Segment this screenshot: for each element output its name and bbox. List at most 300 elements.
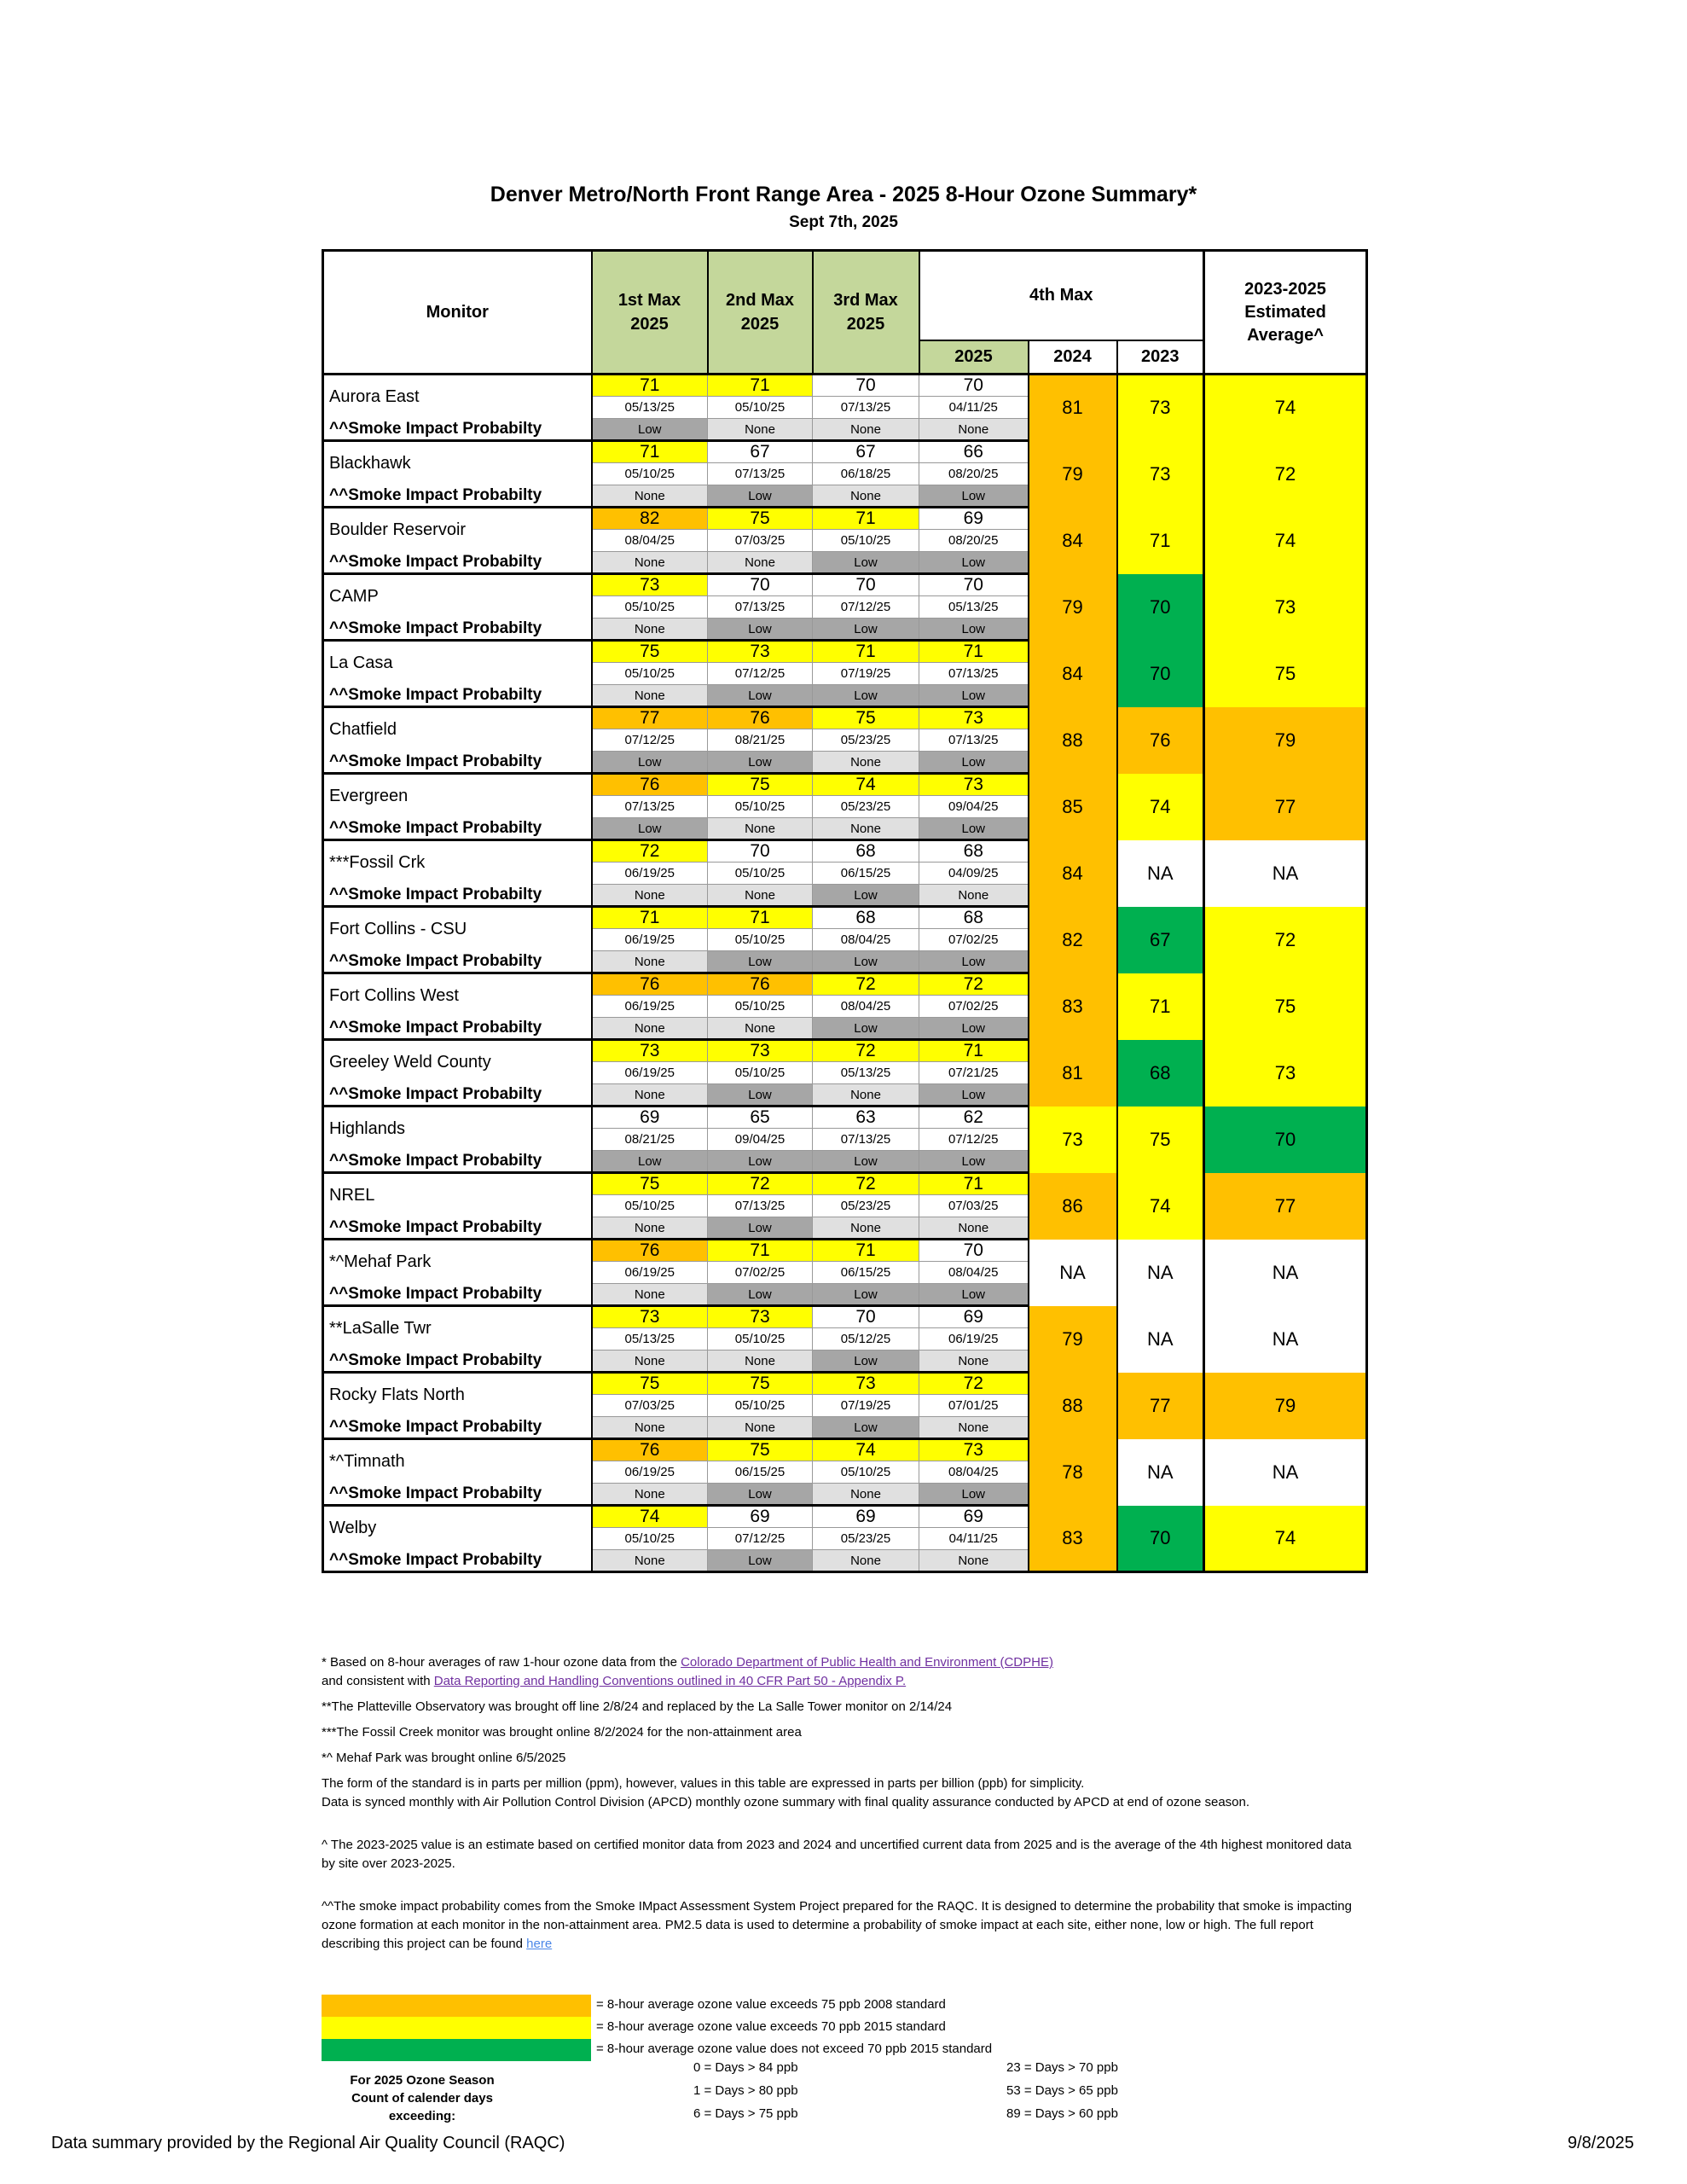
smoke-impact-3: None: [813, 818, 919, 840]
max-3-date: 05/10/25: [813, 530, 919, 552]
estimated-average: 74: [1204, 508, 1367, 574]
header-1st-max: 1st Max 2025: [592, 251, 708, 375]
max-3-date: 05/23/25: [813, 1528, 919, 1550]
max-1-date: 05/10/25: [592, 663, 708, 685]
smoke-impact-3: Low: [813, 619, 919, 641]
max-2-date: 05/10/25: [708, 397, 813, 419]
estimated-average: 74: [1204, 375, 1367, 441]
max-2-date: 05/10/25: [708, 929, 813, 951]
smoke-impact-2: Low: [708, 619, 813, 641]
monitor-value-row: [323, 1439, 1367, 1461]
max-1-value: 75: [592, 1173, 708, 1195]
monitor-value-row: [323, 774, 1367, 796]
max-4-date: 04/11/25: [919, 397, 1029, 419]
smoke-impact-4: None: [919, 1217, 1029, 1240]
max-1-date: 06/19/25: [592, 863, 708, 885]
smoke-impact-2: Low: [708, 1484, 813, 1506]
smoke-impact-2: Low: [708, 1217, 813, 1240]
value-2023: 75: [1117, 1107, 1204, 1173]
max-4-value: 68: [919, 840, 1029, 863]
monitor-name: ***Fossil Crk: [323, 840, 592, 885]
note-mehaf-park: *^ Mehaf Park was brought online 6/5/2025: [322, 1751, 566, 1765]
value-2024: 84: [1029, 840, 1117, 907]
monitor-value-row: [323, 1373, 1367, 1395]
smoke-impact-1: Low: [592, 419, 708, 441]
monitor-name: Greeley Weld County: [323, 1040, 592, 1084]
smoke-impact-1: None: [592, 485, 708, 508]
max-1-value: 71: [592, 907, 708, 929]
footer-date: 9/8/2025: [1568, 2134, 1634, 2152]
max-2-date: 06/15/25: [708, 1461, 813, 1484]
max-4-value: 72: [919, 1373, 1029, 1395]
value-2023: 70: [1117, 641, 1204, 707]
estimated-average: NA: [1204, 1240, 1367, 1306]
max-3-date: 05/23/25: [813, 796, 919, 818]
value-2023: NA: [1117, 1306, 1204, 1373]
monitor-name: Highlands: [323, 1107, 592, 1151]
value-2024: 79: [1029, 441, 1117, 508]
max-1-date: 06/19/25: [592, 1461, 708, 1484]
smoke-impact-label: ^^Smoke Impact Probabilty: [323, 1217, 592, 1240]
max-3-value: 67: [813, 441, 919, 463]
max-4-date: 04/09/25: [919, 863, 1029, 885]
value-2024: 84: [1029, 508, 1117, 574]
max-2-value: 76: [708, 707, 813, 729]
legend-swatch-yellow: [322, 2017, 591, 2039]
smoke-impact-2: Low: [708, 1284, 813, 1306]
smoke-impact-3: None: [813, 752, 919, 774]
max-3-date: 05/23/25: [813, 729, 919, 752]
max-1-value: 74: [592, 1506, 708, 1528]
max-2-date: 05/10/25: [708, 1395, 813, 1417]
smoke-impact-1: None: [592, 1484, 708, 1506]
smoke-impact-4: None: [919, 885, 1029, 907]
smoke-impact-label: ^^Smoke Impact Probabilty: [323, 1018, 592, 1040]
max-3-date: 07/13/25: [813, 1129, 919, 1151]
header-4th-2024: 2024: [1029, 340, 1117, 375]
smoke-impact-1: None: [592, 1417, 708, 1439]
smoke-impact-4: None: [919, 1550, 1029, 1572]
max-2-date: 05/10/25: [708, 863, 813, 885]
max-4-value: 70: [919, 1240, 1029, 1262]
smoke-impact-label: ^^Smoke Impact Probabilty: [323, 818, 592, 840]
max-3-value: 75: [813, 707, 919, 729]
value-2023: NA: [1117, 840, 1204, 907]
max-3-date: 08/04/25: [813, 996, 919, 1018]
smoke-impact-1: None: [592, 1350, 708, 1373]
monitor-value-row: [323, 441, 1367, 463]
smoke-impact-label: ^^Smoke Impact Probabilty: [323, 419, 592, 441]
max-4-value: 73: [919, 774, 1029, 796]
note-fossil-creek: ***The Fossil Creek monitor was brought online 8/2/2024 for the non-attainment area: [322, 1725, 802, 1740]
smoke-impact-4: Low: [919, 1284, 1029, 1306]
smoke-impact-4: Low: [919, 485, 1029, 508]
note-cdphe-text: * Based on 8-hour averages of raw 1-hour ozone data from the: [322, 1655, 681, 1670]
page-subtitle: Sept 7th, 2025: [789, 213, 898, 231]
max-3-value: 69: [813, 1506, 919, 1528]
monitor-name: Fort Collins - CSU: [323, 907, 592, 951]
max-2-date: 07/03/25: [708, 530, 813, 552]
smoke-impact-label: ^^Smoke Impact Probabilty: [323, 685, 592, 707]
smoke-impact-2: Low: [708, 485, 813, 508]
value-2024: 79: [1029, 574, 1117, 641]
count-80: 1 = Days > 80 ppb: [693, 2083, 798, 2098]
max-4-date: 07/02/25: [919, 996, 1029, 1018]
legend-text-orange: = 8-hour average ozone value exceeds 75 ppb 2008 standard: [596, 1997, 946, 2012]
smoke-impact-3: None: [813, 1550, 919, 1572]
smoke-impact-3: None: [813, 419, 919, 441]
max-3-value: 74: [813, 1439, 919, 1461]
value-2024: 79: [1029, 1306, 1117, 1373]
max-4-date: 07/21/25: [919, 1062, 1029, 1084]
legend-swatch-orange: [322, 1995, 591, 2017]
max-3-value: 72: [813, 973, 919, 996]
value-2023: 74: [1117, 774, 1204, 840]
footer-credit: Data summary provided by the Regional Air Quality Council (RAQC): [51, 2134, 565, 2152]
max-3-date: 08/04/25: [813, 929, 919, 951]
max-1-date: 05/13/25: [592, 1328, 708, 1350]
monitor-name: Chatfield: [323, 707, 592, 752]
smoke-impact-3: Low: [813, 1151, 919, 1173]
monitor-value-row: [323, 375, 1367, 397]
max-2-date: 07/12/25: [708, 1528, 813, 1550]
monitor-value-row: [323, 1506, 1367, 1528]
smoke-impact-2: Low: [708, 1151, 813, 1173]
color-legend: [322, 1995, 1174, 2061]
max-3-value: 70: [813, 1306, 919, 1328]
smoke-impact-1: None: [592, 1217, 708, 1240]
smoke-impact-1: None: [592, 685, 708, 707]
smoke-impact-2: None: [708, 552, 813, 574]
note-smoke-impact: [322, 1897, 1362, 1954]
max-1-value: 71: [592, 441, 708, 463]
max-4-date: 09/04/25: [919, 796, 1029, 818]
smoke-impact-3: Low: [813, 552, 919, 574]
max-4-date: 07/01/25: [919, 1395, 1029, 1417]
header-average: 2023-2025 Estimated Average^: [1204, 251, 1367, 375]
max-2-value: 72: [708, 1173, 813, 1195]
smoke-impact-1: Low: [592, 818, 708, 840]
monitor-name: NREL: [323, 1173, 592, 1217]
max-4-date: 05/13/25: [919, 596, 1029, 619]
max-2-date: 09/04/25: [708, 1129, 813, 1151]
cdphe-link[interactable]: Colorado Department of Public Health and Environment (CDPHE): [681, 1655, 1053, 1670]
max-3-date: 07/12/25: [813, 596, 919, 619]
max-4-value: 71: [919, 641, 1029, 663]
monitor-name: Fort Collins West: [323, 973, 592, 1018]
value-2023: 70: [1117, 1506, 1204, 1572]
smoke-impact-2: Low: [708, 951, 813, 973]
max-2-date: 07/13/25: [708, 463, 813, 485]
smoke-impact-label: ^^Smoke Impact Probabilty: [323, 885, 592, 907]
max-2-value: 75: [708, 1373, 813, 1395]
smoke-impact-2: Low: [708, 1084, 813, 1107]
max-3-date: 06/15/25: [813, 863, 919, 885]
estimated-average: 74: [1204, 1506, 1367, 1572]
max-3-date: 07/13/25: [813, 397, 919, 419]
smoke-impact-label: ^^Smoke Impact Probabilty: [323, 485, 592, 508]
max-1-date: 06/19/25: [592, 996, 708, 1018]
max-1-value: 72: [592, 840, 708, 863]
header-4th-2025: 2025: [919, 340, 1029, 375]
smoke-impact-1: None: [592, 552, 708, 574]
estimated-average: 79: [1204, 707, 1367, 774]
max-4-date: 07/13/25: [919, 663, 1029, 685]
estimated-average: 72: [1204, 907, 1367, 973]
smoke-impact-4: Low: [919, 1484, 1029, 1506]
smoke-impact-3: None: [813, 485, 919, 508]
max-1-value: 71: [592, 375, 708, 397]
max-2-value: 75: [708, 1439, 813, 1461]
monitor-value-row: [323, 1173, 1367, 1195]
max-3-value: 72: [813, 1173, 919, 1195]
monitor-value-row: [323, 641, 1367, 663]
ozone-summary-table-wrap: [322, 249, 1365, 1573]
value-2024: 84: [1029, 641, 1117, 707]
max-4-value: 66: [919, 441, 1029, 463]
max-2-value: 73: [708, 1040, 813, 1062]
value-2023: NA: [1117, 1439, 1204, 1506]
monitor-value-row: [323, 1306, 1367, 1328]
estimated-average: 70: [1204, 1107, 1367, 1173]
value-2024: 81: [1029, 375, 1117, 441]
max-3-date: 07/19/25: [813, 1395, 919, 1417]
monitor-name: *^Mehaf Park: [323, 1240, 592, 1284]
max-1-date: 08/21/25: [592, 1129, 708, 1151]
smoke-impact-2: None: [708, 885, 813, 907]
smoke-impact-label: ^^Smoke Impact Probabilty: [323, 1151, 592, 1173]
max-1-value: 82: [592, 508, 708, 530]
max-1-date: 07/13/25: [592, 796, 708, 818]
smoke-impact-1: None: [592, 619, 708, 641]
note-cdphe: [322, 1653, 1362, 1672]
value-2024: 83: [1029, 973, 1117, 1040]
value-2023: 68: [1117, 1040, 1204, 1107]
monitor-name: Blackhawk: [323, 441, 592, 485]
max-1-value: 76: [592, 973, 708, 996]
smoke-impact-4: Low: [919, 1084, 1029, 1107]
value-2024: 85: [1029, 774, 1117, 840]
smoke-impact-2: None: [708, 818, 813, 840]
max-2-date: 05/10/25: [708, 796, 813, 818]
max-4-date: 08/04/25: [919, 1461, 1029, 1484]
max-4-date: 08/20/25: [919, 463, 1029, 485]
smoke-impact-label: ^^Smoke Impact Probabilty: [323, 1084, 592, 1107]
max-4-value: 73: [919, 707, 1029, 729]
max-2-date: 07/12/25: [708, 663, 813, 685]
max-3-date: 05/10/25: [813, 1461, 919, 1484]
max-1-date: 05/10/25: [592, 596, 708, 619]
max-4-value: 73: [919, 1439, 1029, 1461]
max-1-value: 76: [592, 1439, 708, 1461]
value-2023: 76: [1117, 707, 1204, 774]
smoke-impact-3: None: [813, 1484, 919, 1506]
max-1-value: 73: [592, 1040, 708, 1062]
max-4-value: 62: [919, 1107, 1029, 1129]
value-2024: NA: [1029, 1240, 1117, 1306]
ozone-summary-body: [323, 375, 1367, 1572]
estimated-average: NA: [1204, 1306, 1367, 1373]
note-estimate: ^ The 2023-2025 value is an estimate based on certified monitor data from 2023 and 2024 and uncertified current data from 2025 and is the average of the 4th highest monitored data by site over 2023-2025.: [322, 1838, 1352, 1871]
header-4th-max: 4th Max: [919, 251, 1204, 340]
smoke-report-link[interactable]: here: [526, 1937, 553, 1951]
max-1-date: 07/12/25: [592, 729, 708, 752]
smoke-impact-2: Low: [708, 752, 813, 774]
smoke-impact-4: Low: [919, 951, 1029, 973]
max-4-value: 69: [919, 1506, 1029, 1528]
value-2024: 81: [1029, 1040, 1117, 1107]
smoke-impact-3: Low: [813, 1350, 919, 1373]
max-2-value: 76: [708, 973, 813, 996]
count-60: 89 = Days > 60 ppb: [1006, 2106, 1118, 2121]
monitor-value-row: [323, 1107, 1367, 1129]
max-4-value: 70: [919, 574, 1029, 596]
max-3-date: 07/19/25: [813, 663, 919, 685]
max-4-value: 70: [919, 375, 1029, 397]
legend-item-orange: [322, 1995, 1174, 2017]
max-4-date: 04/11/25: [919, 1528, 1029, 1550]
max-2-value: 71: [708, 1240, 813, 1262]
max-3-value: 70: [813, 375, 919, 397]
count-65: 53 = Days > 65 ppb: [1006, 2083, 1118, 2098]
max-2-date: 05/10/25: [708, 1062, 813, 1084]
value-2024: 88: [1029, 707, 1117, 774]
max-1-date: 07/03/25: [592, 1395, 708, 1417]
count-75: 6 = Days > 75 ppb: [693, 2106, 798, 2121]
note-platteville: **The Platteville Observatory was brought off line 2/8/24 and replaced by the La Salle Tower monitor on 2/14/24: [322, 1699, 953, 1714]
smoke-impact-1: None: [592, 951, 708, 973]
note-smoke-impact-text: ^^The smoke impact probability comes from the Smoke IMpact Assessment System Project prepared for the RAQC. It is designed to determine the probability that smoke is impacting ozone formation at each monitor in the non-attainment area. PM2.5 data is used to determine a probability of smoke impact at each site, either none, low or high. The full report describing this project can be found: [322, 1899, 1352, 1951]
smoke-impact-1: None: [592, 1084, 708, 1107]
cfr-appendix-link[interactable]: Data Reporting and Handling Conventions outlined in 40 CFR Part 50 - Appendix P.: [433, 1674, 907, 1688]
smoke-impact-3: None: [813, 1217, 919, 1240]
smoke-impact-4: Low: [919, 1151, 1029, 1173]
smoke-impact-3: Low: [813, 685, 919, 707]
max-2-date: 05/10/25: [708, 1328, 813, 1350]
max-2-value: 69: [708, 1506, 813, 1528]
smoke-impact-2: None: [708, 419, 813, 441]
max-3-date: 06/18/25: [813, 463, 919, 485]
max-2-date: 07/13/25: [708, 1195, 813, 1217]
estimated-average: NA: [1204, 1439, 1367, 1506]
smoke-impact-label: ^^Smoke Impact Probabilty: [323, 1417, 592, 1439]
estimated-average: 75: [1204, 973, 1367, 1040]
estimated-average: 77: [1204, 774, 1367, 840]
estimated-average: 79: [1204, 1373, 1367, 1439]
smoke-impact-4: None: [919, 419, 1029, 441]
max-2-value: 75: [708, 508, 813, 530]
max-3-value: 68: [813, 907, 919, 929]
count-84: 0 = Days > 84 ppb: [693, 2060, 798, 2075]
header-monitor: Monitor: [323, 251, 592, 375]
legend-text-green: = 8-hour average ozone value does not exceed 70 ppb 2015 standard: [596, 2042, 993, 2056]
max-1-value: 73: [592, 1306, 708, 1328]
max-2-date: 07/02/25: [708, 1262, 813, 1284]
max-3-value: 71: [813, 641, 919, 663]
max-4-value: 72: [919, 973, 1029, 996]
max-4-date: 08/20/25: [919, 530, 1029, 552]
estimated-average: 77: [1204, 1173, 1367, 1240]
max-4-date: 07/03/25: [919, 1195, 1029, 1217]
page-title: Denver Metro/North Front Range Area - 2025 8-Hour Ozone Summary*: [490, 183, 1197, 206]
max-1-value: 76: [592, 774, 708, 796]
legend-item-yellow: [322, 2017, 1174, 2039]
max-1-value: 76: [592, 1240, 708, 1262]
footnotes: [322, 1653, 1362, 1954]
max-4-date: 06/19/25: [919, 1328, 1029, 1350]
max-3-date: 05/13/25: [813, 1062, 919, 1084]
value-2024: 78: [1029, 1439, 1117, 1506]
max-2-value: 73: [708, 1306, 813, 1328]
smoke-impact-3: Low: [813, 1417, 919, 1439]
estimated-average: 75: [1204, 641, 1367, 707]
max-2-value: 70: [708, 574, 813, 596]
smoke-impact-1: None: [592, 1018, 708, 1040]
estimated-average: 72: [1204, 441, 1367, 508]
smoke-impact-label: ^^Smoke Impact Probabilty: [323, 619, 592, 641]
monitor-name: Evergreen: [323, 774, 592, 818]
smoke-impact-2: None: [708, 1417, 813, 1439]
legend-item-green: [322, 2039, 1174, 2061]
max-2-date: 05/10/25: [708, 996, 813, 1018]
max-1-date: 06/19/25: [592, 929, 708, 951]
monitor-name: **LaSalle Twr: [323, 1306, 592, 1350]
smoke-impact-2: Low: [708, 1550, 813, 1572]
max-2-date: 07/13/25: [708, 596, 813, 619]
value-2023: 70: [1117, 574, 1204, 641]
monitor-value-row: [323, 1040, 1367, 1062]
smoke-impact-3: Low: [813, 885, 919, 907]
max-2-value: 71: [708, 375, 813, 397]
max-1-value: 69: [592, 1107, 708, 1129]
max-1-date: 05/10/25: [592, 463, 708, 485]
value-2023: 67: [1117, 907, 1204, 973]
smoke-impact-label: ^^Smoke Impact Probabilty: [323, 752, 592, 774]
max-1-value: 73: [592, 574, 708, 596]
max-2-value: 73: [708, 641, 813, 663]
max-4-value: 71: [919, 1040, 1029, 1062]
max-1-date: 05/10/25: [592, 1528, 708, 1550]
value-2024: 86: [1029, 1173, 1117, 1240]
note-standard-form: The form of the standard is in parts per million (ppm), however, values in this table are expressed in parts per billion (ppb) for simplicity.: [322, 1776, 1085, 1791]
max-3-value: 74: [813, 774, 919, 796]
max-3-value: 71: [813, 1240, 919, 1262]
max-3-value: 68: [813, 840, 919, 863]
monitor-name: Welby: [323, 1506, 592, 1550]
legend-text-yellow: = 8-hour average ozone value exceeds 70 ppb 2015 standard: [596, 2019, 946, 2034]
max-1-date: 06/19/25: [592, 1062, 708, 1084]
max-1-date: 05/10/25: [592, 1195, 708, 1217]
value-2023: 73: [1117, 441, 1204, 508]
value-2024: 73: [1029, 1107, 1117, 1173]
estimated-average: NA: [1204, 840, 1367, 907]
note-conventions-text: and consistent with: [322, 1674, 434, 1688]
max-3-date: 05/12/25: [813, 1328, 919, 1350]
smoke-impact-4: Low: [919, 752, 1029, 774]
max-4-date: 08/04/25: [919, 1262, 1029, 1284]
max-2-value: 67: [708, 441, 813, 463]
value-2023: 77: [1117, 1373, 1204, 1439]
max-4-value: 68: [919, 907, 1029, 929]
monitor-name: CAMP: [323, 574, 592, 619]
max-1-date: 06/19/25: [592, 1262, 708, 1284]
smoke-impact-2: None: [708, 1350, 813, 1373]
smoke-impact-3: Low: [813, 951, 919, 973]
max-4-value: 69: [919, 1306, 1029, 1328]
monitor-name: *^Timnath: [323, 1439, 592, 1484]
smoke-impact-1: Low: [592, 752, 708, 774]
monitor-name: Aurora East: [323, 375, 592, 419]
